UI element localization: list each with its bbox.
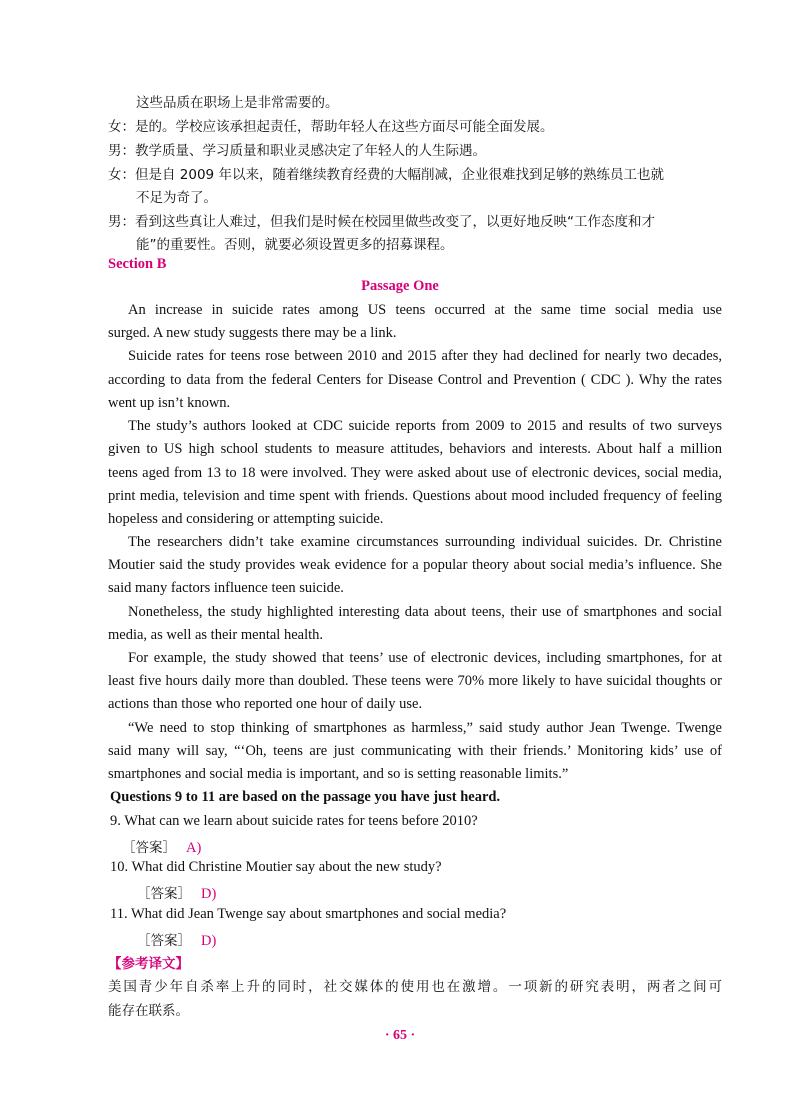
answer-value: A) xyxy=(186,840,202,856)
passage-line: according to data from the federal Centers for Disease Control and Prevention ( CDC ). Why the rates xyxy=(108,372,722,388)
dialogue-line: 能”的重要性。否则，就要必须设置更多的招募课程。 xyxy=(136,237,454,253)
passage-line: Suicide rates for teens rose between 2010 and 2015 after they had declined for nearly two decades, xyxy=(128,348,722,364)
passage-line: smartphones and social media is important, and so is setting reasonable limits.” xyxy=(108,766,569,782)
passage-line: “We need to stop thinking of smartphones as harmless,” said study author Jean Twenge. Twenge xyxy=(128,720,722,736)
answer-row xyxy=(122,836,736,857)
reference-line: 能存在联系。 xyxy=(108,1003,189,1019)
question-text: 11. What did Jean Twenge say about smartphones and social media? xyxy=(110,906,507,922)
answer-value: D) xyxy=(201,933,217,949)
passage-line: An increase in suicide rates among US teens occurred at the same time social media use xyxy=(128,302,722,318)
answer-label: ［答案］ xyxy=(122,840,176,856)
page-number: · 65 · xyxy=(384,1028,416,1043)
question-text: 9. What can we learn about suicide rates for teens before 2010? xyxy=(110,813,478,829)
answer-row xyxy=(137,929,751,950)
passage-line: given to US high school students to measure attitudes, behaviors and interests. About half a million xyxy=(108,441,722,457)
passage-line: Nonetheless, the study highlighted interesting data about teens, their use of smartphones and social xyxy=(128,604,722,620)
passage-line: went up isn’t known. xyxy=(108,395,231,411)
passage-line: actions than those who reported one hour of daily use. xyxy=(108,696,423,712)
dialogue-line: 这些品质在职场上是非常需要的。 xyxy=(136,95,339,111)
dialogue-line: 不足为奇了。 xyxy=(136,190,217,206)
passage-title: Passage One xyxy=(361,278,439,294)
passage-line: teens aged from 13 to 18 were involved. They were asked about use of electronic devices, social media, xyxy=(108,465,722,481)
passage-line: Moutier said the study provides weak evidence for a popular theory about social media’s influence. She xyxy=(108,557,722,573)
answer-value: D) xyxy=(201,886,217,902)
passage-line: The study’s authors looked at CDC suicide reports from 2009 to 2015 and results of two surveys xyxy=(128,418,722,434)
passage-line: For example, the study showed that teens’ use of electronic devices, including smartphones, for at xyxy=(128,650,722,666)
answer-label: ［答案］ xyxy=(137,933,191,949)
section-label: Section B xyxy=(108,256,167,272)
dialogue-line: 男：看到这些真让人难过，但我们是时候在校园里做些改变了，以更好地反映“工作态度和才 xyxy=(108,214,655,230)
passage-line: media, as well as their mental health. xyxy=(108,627,324,643)
dialogue-line: 男：教学质量、学习质量和职业灵感决定了年轻人的人生际遇。 xyxy=(108,143,486,159)
reference-heading: 【参考译文】 xyxy=(108,956,189,972)
passage-line: surged. A new study suggests there may be a link. xyxy=(108,325,397,341)
passage-line: print media, television and time spent with friends. Questions about mood included frequency of feeling xyxy=(108,488,722,504)
passage-line: The researchers didn’t take examine circumstances surrounding individual suicides. Dr. Christine xyxy=(128,534,722,550)
passage-line: said many will say, “‘Oh, teens are just communicating with their friends.’ Monitoring kids’ use of xyxy=(108,743,722,759)
passage-line: said many factors influence teen suicide. xyxy=(108,580,344,596)
question-text: 10. What did Christine Moutier say about the new study? xyxy=(110,859,442,875)
dialogue-line: 女：是的。学校应该承担起责任，帮助年轻人在这些方面尽可能全面发展。 xyxy=(108,119,554,135)
passage-line: least five hours daily more than doubled. These teens were 70% more likely to have suicidal thoughts or xyxy=(108,673,722,689)
reference-line: 美国青少年自杀率上升的同时，社交媒体的使用也在激增。一项新的研究表明，两者之间可 xyxy=(108,979,722,995)
dialogue-line: 女：但是自 2009 年以来，随着继续教育经费的大幅削减，企业很难找到足够的熟练员工也就 xyxy=(108,167,664,183)
answer-label: ［答案］ xyxy=(137,886,191,902)
answer-row xyxy=(137,882,751,903)
passage-line: hopeless and considering or attempting suicide. xyxy=(108,511,384,527)
questions-heading: Questions 9 to 11 are based on the passage you have just heard. xyxy=(110,789,501,805)
